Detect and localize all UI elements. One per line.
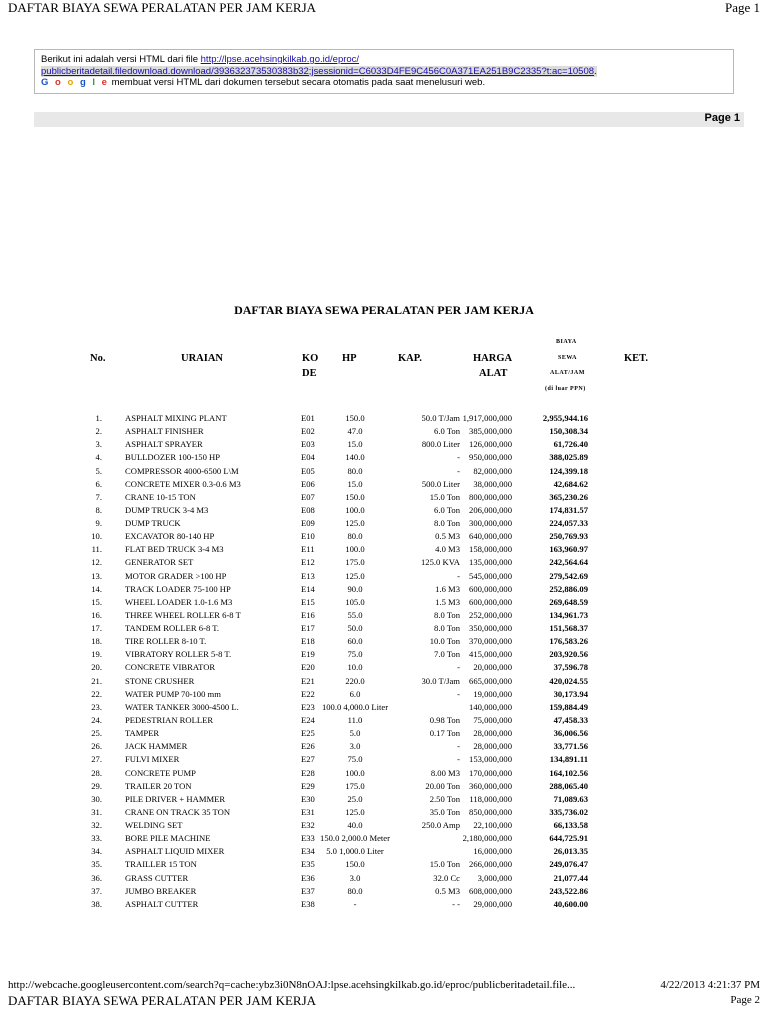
- cell-uraian: TANDEM ROLLER 6-8 T.: [125, 623, 219, 634]
- cell-no: 7.: [95, 491, 102, 502]
- source-link-part1[interactable]: http://lpse.acehsingkilkab.go.id/eproc/: [200, 54, 360, 65]
- cell-harga: 20,000,000: [473, 662, 512, 673]
- cell-biaya: 163,960.97: [549, 544, 588, 555]
- cell-hp: 25.0: [347, 793, 363, 804]
- cell-harga: 360,000,000: [469, 780, 512, 791]
- footer-page: Page 2: [730, 994, 760, 1006]
- cell-no: 17.: [91, 623, 102, 634]
- cell-uraian: ASPHALT LIQUID MIXER: [125, 846, 225, 857]
- cell-biaya: 644,725.91: [549, 833, 588, 844]
- cell-kap: 8.0 Ton: [434, 518, 460, 529]
- cell-kode: E36: [301, 872, 315, 883]
- cell-harga: 22,100,000: [473, 820, 512, 831]
- cell-no: 11.: [91, 544, 102, 555]
- header-kode-2: DE: [302, 368, 317, 379]
- cell-kap: -: [457, 662, 460, 673]
- cell-harga: 75,000,000: [473, 714, 512, 725]
- cell-biaya: 151,568.37: [549, 623, 588, 634]
- cell-harga: 135,000,000: [469, 557, 512, 568]
- cell-biaya: 365,230.26: [549, 491, 588, 502]
- cell-harga: 600,000,000: [469, 596, 512, 607]
- print-header-title: DAFTAR BIAYA SEWA PERALATAN PER JAM KERJA: [8, 0, 317, 15]
- cell-hp: 6.0: [349, 688, 361, 699]
- cell-uraian: TRACK LOADER 75-100 HP: [125, 583, 231, 594]
- cell-hp: 15.0: [347, 439, 363, 450]
- cell-uraian: WATER TANKER 3000-4500 L.: [125, 701, 239, 712]
- cell-biaya: 37,596.78: [553, 662, 588, 673]
- cell-kap: 35.0 Ton: [429, 806, 460, 817]
- cell-harga: 252,000,000: [469, 609, 512, 620]
- cell-kap: 0.5 M3: [435, 885, 460, 896]
- cell-harga: 82,000,000: [473, 465, 512, 476]
- cell-kode: E07: [301, 491, 315, 502]
- cell-biaya: 288,065.40: [549, 780, 588, 791]
- cell-harga: 38,000,000: [473, 478, 512, 489]
- cell-biaya: 335,736.02: [549, 806, 588, 817]
- cell-biaya: 30,173.94: [553, 688, 588, 699]
- cell-kap: 6.0 Ton: [434, 426, 460, 437]
- cell-hp: 125.0: [345, 806, 365, 817]
- cell-biaya: 252,886.09: [549, 583, 588, 594]
- cell-kode: E22: [301, 688, 315, 699]
- header-uraian: URAIAN: [181, 353, 223, 364]
- cell-kap: 0.98 Ton: [429, 714, 460, 725]
- cell-uraian: GRASS CUTTER: [125, 872, 189, 883]
- cell-kap: 800.0 Liter: [421, 439, 460, 450]
- cell-no: 33.: [91, 833, 102, 844]
- cell-harga: 2,180,000,000: [462, 833, 512, 844]
- cell-no: 22.: [91, 688, 102, 699]
- cell-no: 9.: [95, 518, 102, 529]
- cell-uraian: WELDING SET: [125, 820, 183, 831]
- cell-harga: 3,000,000: [477, 872, 512, 883]
- cell-harga: 153,000,000: [469, 754, 512, 765]
- cell-uraian: TRAILER 20 TON: [125, 780, 192, 791]
- cell-biaya: 269,648.59: [549, 596, 588, 607]
- cell-hp: 10.0: [347, 662, 363, 673]
- source-link-highlight: [41, 66, 597, 77]
- cell-harga: 850,000,000: [469, 806, 512, 817]
- cell-hp: 80.0: [347, 465, 363, 476]
- cell-kode: E20: [301, 662, 315, 673]
- cell-harga: 266,000,000: [469, 859, 512, 870]
- cache-notice-box: [34, 49, 734, 94]
- cell-biaya: 164,102.56: [549, 767, 588, 778]
- cell-biaya: 2,955,944.16: [542, 413, 588, 423]
- cell-no: 34.: [91, 846, 102, 857]
- cell-no: 4.: [95, 452, 102, 463]
- cell-kap: 20.00 Ton: [425, 780, 460, 791]
- document-title: DAFTAR BIAYA SEWA PERALATAN PER JAM KERJA: [234, 303, 534, 317]
- google-logo: G o o g l e: [41, 77, 109, 88]
- cell-kap: 4.0 M3: [435, 544, 460, 555]
- cell-uraian: DUMP TRUCK 3-4 M3: [125, 504, 209, 515]
- cell-uraian: ASPHALT MIXING PLANT: [125, 413, 227, 423]
- cell-hp: 150.0: [345, 491, 365, 502]
- cell-hp: 140.0: [345, 452, 365, 463]
- cell-harga: 19,000,000: [473, 688, 512, 699]
- cell-harga: 800,000,000: [469, 491, 512, 502]
- cell-biaya: 33,771.56: [553, 741, 588, 752]
- cell-no: 27.: [91, 754, 102, 765]
- footer-datetime: 4/22/2013 4:21:37 PM: [660, 979, 760, 991]
- cell-uraian: EXCAVATOR 80-140 HP: [125, 531, 215, 542]
- header-kode-1: KO: [302, 353, 319, 364]
- cell-no: 37.: [91, 885, 102, 896]
- header-ket: KET.: [624, 353, 649, 364]
- cell-uraian: BORE PILE MACHINE: [125, 833, 211, 844]
- cell-biaya: 174,831.57: [549, 504, 588, 515]
- cell-hp: 90.0: [347, 583, 363, 594]
- cell-biaya: 159,884.49: [549, 701, 588, 712]
- cell-uraian: TIRE ROLLER 8-10 T.: [125, 636, 207, 647]
- cell-harga: 29,000,000: [473, 898, 512, 909]
- header-hp: HP: [342, 353, 357, 364]
- cell-harga: 206,000,000: [469, 504, 512, 515]
- header-biaya-2: SEWA: [558, 355, 578, 361]
- cell-no: 31.: [91, 806, 102, 817]
- cell-hp: 220.0: [345, 675, 365, 686]
- cell-kode: E17: [301, 623, 315, 634]
- cell-hp: 47.0: [347, 426, 363, 437]
- cell-no: 23.: [91, 701, 102, 712]
- cell-kap: 250.0 Amp: [421, 820, 460, 831]
- print-header-page: Page 1: [724, 0, 760, 15]
- cell-kap: -: [457, 452, 460, 463]
- cell-kap: 1.5 M3: [435, 596, 460, 607]
- cell-no: 12.: [91, 557, 102, 568]
- cell-kode: E28: [301, 767, 315, 778]
- cell-harga: 350,000,000: [469, 623, 512, 634]
- cell-kode: E27: [301, 754, 315, 765]
- cell-uraian: THREE WHEEL ROLLER 6-8 T: [125, 609, 241, 620]
- cell-kode: E38: [301, 898, 315, 909]
- cell-biaya: 66,133.58: [553, 820, 588, 831]
- cell-no: 15.: [91, 596, 102, 607]
- cell-no: 2.: [95, 426, 102, 437]
- header-biaya-4: (di luar PPN): [545, 386, 586, 392]
- cache-outro-text: membuat versi HTML dari dokumen tersebut secara otomatis pada saat menelusuri web.: [108, 77, 486, 88]
- cell-kap: 8.0 Ton: [434, 623, 460, 634]
- cell-kode: E14: [301, 583, 315, 594]
- cell-kap: 2.50 Ton: [429, 793, 460, 804]
- cell-hp: 80.0: [347, 885, 363, 896]
- cell-uraian: JUMBO BREAKER: [125, 885, 197, 896]
- cache-intro-text: Berikut ini adalah versi HTML dari file: [41, 54, 201, 65]
- cell-kap: 8.00 M3: [430, 767, 460, 778]
- cell-kode: E13: [301, 570, 315, 581]
- cell-kode: E29: [301, 780, 315, 791]
- cell-uraian: BULLDOZER 100-150 HP: [125, 452, 221, 463]
- cell-kap: - -: [452, 898, 460, 909]
- cell-hp: 125.0: [345, 570, 365, 581]
- cell-uraian: TAMPER: [125, 728, 160, 739]
- cell-hp: 105.0: [345, 596, 365, 607]
- cell-biaya: 250,769.93: [549, 531, 588, 542]
- cell-kode: E25: [301, 728, 315, 739]
- cell-kap: 500.0 Liter: [421, 478, 460, 489]
- cell-uraian: CONCRETE VIBRATOR: [125, 662, 216, 673]
- cell-harga: 545,000,000: [469, 570, 512, 581]
- cell-uraian: FLAT BED TRUCK 3-4 M3: [125, 544, 224, 555]
- cell-no: 3.: [95, 439, 102, 450]
- cell-kode: E02: [301, 426, 315, 437]
- cell-biaya: 71,089.63: [553, 793, 588, 804]
- cell-harga: 300,000,000: [469, 518, 512, 529]
- cell-kode: E11: [301, 544, 315, 555]
- cell-uraian: CONCRETE PUMP: [125, 767, 196, 778]
- cell-no: 8.: [95, 504, 102, 515]
- cell-no: 25.: [91, 728, 102, 739]
- cell-uraian: STONE CRUSHER: [125, 675, 195, 686]
- cell-uraian: PILE DRIVER + HAMMER: [125, 793, 226, 804]
- cell-kode: E05: [301, 465, 315, 476]
- cell-no: 36.: [91, 872, 102, 883]
- cell-kap: -: [457, 688, 460, 699]
- cell-harga: 118,000,000: [469, 793, 512, 804]
- cell-no: 14.: [91, 583, 102, 594]
- cell-no: 10.: [91, 531, 102, 542]
- cell-harga: 370,000,000: [469, 636, 512, 647]
- cell-harga: 28,000,000: [473, 741, 512, 752]
- cell-no: 20.: [91, 662, 102, 673]
- cache-link-dot: .: [594, 65, 597, 77]
- cell-no: 5.: [95, 465, 102, 476]
- cell-biaya: 134,891.11: [549, 754, 588, 765]
- cell-biaya: 420,024.55: [549, 675, 588, 686]
- cell-uraian: VIBRATORY ROLLER 5-8 T.: [125, 649, 232, 660]
- cell-uraian: FULVI MIXER: [125, 754, 180, 765]
- cell-no: 38.: [91, 898, 102, 909]
- cell-biaya: 279,542.69: [549, 570, 588, 581]
- cell-no: 28.: [91, 767, 102, 778]
- footer-url: http://webcache.googleusercontent.com/search?q=cache:ybz3i0N8nOAJ:lpse.acehsingkilkab.go.id/eproc/publicberitadetail.file...: [8, 979, 576, 991]
- cell-kap: 50.0 T/Jam: [421, 413, 460, 423]
- cell-hp: 55.0: [347, 609, 363, 620]
- cell-kap: 15.0 Ton: [429, 491, 460, 502]
- cell-hp: 75.0: [347, 649, 363, 660]
- cell-kode: E08: [301, 504, 315, 515]
- cell-uraian: MOTOR GRADER >100 HP: [125, 570, 227, 581]
- cell-hp: 5.0 1,000.0 Liter: [326, 846, 384, 857]
- cell-kap: -: [457, 754, 460, 765]
- cell-biaya: 26,013.35: [553, 846, 588, 857]
- cell-harga: 415,000,000: [469, 649, 512, 660]
- cell-biaya: 243,522.86: [549, 885, 588, 896]
- cell-kode: E16: [301, 609, 315, 620]
- cell-hp: 175.0: [345, 780, 365, 791]
- cell-kode: E09: [301, 518, 315, 529]
- cell-biaya: 150,308.34: [549, 426, 588, 437]
- cell-uraian: ASPHALT SPRAYER: [125, 439, 203, 450]
- cell-harga: 140,000,000: [469, 701, 512, 712]
- cell-biaya: 36,006.56: [553, 728, 588, 739]
- cell-uraian: GENERATOR SET: [125, 557, 194, 568]
- cell-kode: E34: [301, 846, 315, 857]
- cell-kap: -: [457, 741, 460, 752]
- cell-uraian: WATER PUMP 70-100 mm: [125, 688, 221, 699]
- cell-kap: 125.0 KVA: [421, 557, 460, 568]
- cell-kap: 8.0 Ton: [434, 609, 460, 620]
- cell-no: 29.: [91, 780, 102, 791]
- cell-no: 19.: [91, 649, 102, 660]
- cell-uraian: COMPRESSOR 4000-6500 L\M: [125, 465, 239, 476]
- cell-kode: E31: [301, 806, 315, 817]
- cell-hp: 40.0: [347, 820, 363, 831]
- header-biaya-1: BIAYA: [556, 339, 577, 345]
- cell-no: 30.: [91, 793, 102, 804]
- cell-harga: 28,000,000: [473, 728, 512, 739]
- cell-hp: 3.0: [349, 741, 361, 752]
- cell-biaya: 21,077.44: [553, 872, 588, 883]
- cell-harga: 385,000,000: [469, 426, 512, 437]
- cell-kap: 10.0 Ton: [429, 636, 460, 647]
- cell-biaya: 124,399.18: [549, 465, 588, 476]
- cell-kode: E01: [301, 413, 315, 423]
- cell-kode: E33: [301, 833, 315, 844]
- cell-harga: 170,000,000: [469, 767, 512, 778]
- cell-uraian: ASPHALT CUTTER: [125, 898, 199, 909]
- cell-hp: -: [353, 898, 357, 909]
- cell-hp: 60.0: [347, 636, 363, 647]
- cell-uraian: JACK HAMMER: [125, 741, 188, 752]
- cell-uraian: DUMP TRUCK: [125, 518, 181, 529]
- cell-uraian: CRANE ON TRACK 35 TON: [125, 806, 231, 817]
- cell-biaya: 42,684.62: [553, 478, 588, 489]
- cell-kode: E37: [301, 885, 315, 896]
- header-kap: KAP.: [398, 353, 422, 364]
- cell-hp: 100.0 4,000.0 Liter: [321, 701, 389, 712]
- cell-hp: 150.0 2,000.0 Meter: [320, 833, 390, 844]
- cell-uraian: ASPHALT FINISHER: [125, 426, 204, 437]
- cell-kode: E32: [301, 820, 315, 831]
- cell-hp: 75.0: [347, 754, 363, 765]
- cell-hp: 150.0: [345, 859, 365, 870]
- cell-hp: 100.0: [345, 767, 365, 778]
- cell-hp: 125.0: [345, 518, 365, 529]
- cell-no: 21.: [91, 675, 102, 686]
- cell-biaya: 176,583.26: [549, 636, 588, 647]
- cell-kode: E12: [301, 557, 315, 568]
- cell-kap: 0.5 M3: [435, 531, 460, 542]
- header-harga-1: HARGA: [473, 353, 513, 364]
- cell-biaya: 388,025.89: [549, 452, 588, 463]
- cell-kode: E06: [301, 478, 315, 489]
- cell-no: 13.: [91, 570, 102, 581]
- cell-no: 26.: [91, 741, 102, 752]
- cell-hp: 50.0: [347, 623, 363, 634]
- cell-harga: 950,000,000: [469, 452, 512, 463]
- cell-no: 18.: [91, 636, 102, 647]
- cell-kap: 0.17 Ton: [429, 728, 460, 739]
- cell-kode: E03: [301, 439, 315, 450]
- header-harga-2: ALAT: [479, 368, 508, 379]
- cell-kap: 30.0 T/Jam: [421, 675, 460, 686]
- cell-biaya: 47,458.33: [553, 714, 588, 725]
- cell-harga: 600,000,000: [469, 583, 512, 594]
- header-no: No.: [90, 353, 106, 364]
- cell-kap: -: [457, 465, 460, 476]
- cell-no: 6.: [95, 478, 102, 489]
- page-indicator-label: Page 1: [704, 112, 740, 124]
- cell-uraian: TRAILLER 15 TON: [125, 859, 197, 870]
- cell-biaya: 134,961.73: [549, 609, 588, 620]
- cell-harga: 640,000,000: [469, 531, 512, 542]
- page-indicator-bar: [34, 112, 744, 127]
- cell-uraian: CONCRETE MIXER 0.3-0.6 M3: [125, 478, 241, 489]
- cell-no: 35.: [91, 859, 102, 870]
- cell-kode: E10: [301, 531, 315, 542]
- cell-harga: 126,000,000: [469, 439, 512, 450]
- cell-kap: 7.0 Ton: [434, 649, 460, 660]
- header-biaya-3: ALAT/JAM: [550, 370, 585, 376]
- cell-no: 1.: [95, 413, 102, 423]
- footer-title: DAFTAR BIAYA SEWA PERALATAN PER JAM KERJA: [8, 993, 317, 1008]
- cell-harga: 158,000,000: [469, 544, 512, 555]
- cell-biaya: 242,564.64: [549, 557, 588, 568]
- cell-kode: E23: [301, 701, 315, 712]
- cell-kode: E26: [301, 741, 315, 752]
- cell-kap: -: [457, 570, 460, 581]
- cell-hp: 5.0: [349, 728, 361, 739]
- cell-kode: E30: [301, 793, 315, 804]
- cell-kode: E18: [301, 636, 315, 647]
- cell-no: 24.: [91, 714, 102, 725]
- cell-harga: 16,000,000: [473, 846, 512, 857]
- cell-hp: 175.0: [345, 557, 365, 568]
- cell-uraian: CRANE 10-15 TON: [125, 491, 196, 502]
- cell-kode: E24: [301, 714, 315, 725]
- cell-biaya: 224,057.33: [549, 518, 588, 529]
- cell-harga: 608,000,000: [469, 885, 512, 896]
- cell-biaya: 249,076.47: [549, 859, 588, 870]
- cell-kode: E19: [301, 649, 315, 660]
- cell-no: 32.: [91, 820, 102, 831]
- cell-kode: E04: [301, 452, 315, 463]
- cell-harga: 665,000,000: [469, 675, 512, 686]
- cell-no: 16.: [91, 609, 102, 620]
- cell-hp: 100.0: [345, 504, 365, 515]
- cell-hp: 15.0: [347, 478, 363, 489]
- cell-kode: E15: [301, 596, 315, 607]
- cell-uraian: WHEEL LOADER 1.0-1.6 M3: [125, 596, 233, 607]
- cell-biaya: 61,726.40: [553, 439, 588, 450]
- cell-harga: 1,917,000,000: [462, 413, 512, 423]
- cell-kap: 15.0 Ton: [429, 859, 460, 870]
- cell-biaya: 40,600.00: [553, 898, 588, 909]
- cell-hp: 100.0: [345, 544, 365, 555]
- cell-hp: 11.0: [347, 714, 363, 725]
- cell-hp: 80.0: [347, 531, 363, 542]
- cell-kode: E35: [301, 859, 315, 870]
- cell-kode: E21: [301, 675, 315, 686]
- cell-kap: 1.6 M3: [435, 583, 460, 594]
- cell-hp: 3.0: [349, 872, 361, 883]
- cell-hp: 150.0: [345, 413, 365, 423]
- cell-biaya: 203,920.56: [549, 649, 588, 660]
- cell-kap: 6.0 Ton: [434, 504, 460, 515]
- cell-kap: 32.0 Cc: [433, 872, 460, 883]
- source-link-part2[interactable]: publicberitadetail.filedownload.download/393632373530383b32;jsessionid=C6033D4FE9C456C0A371EA251B9C2335?t:ac=10508: [41, 65, 595, 77]
- cell-uraian: PEDESTRIAN ROLLER: [125, 714, 214, 725]
